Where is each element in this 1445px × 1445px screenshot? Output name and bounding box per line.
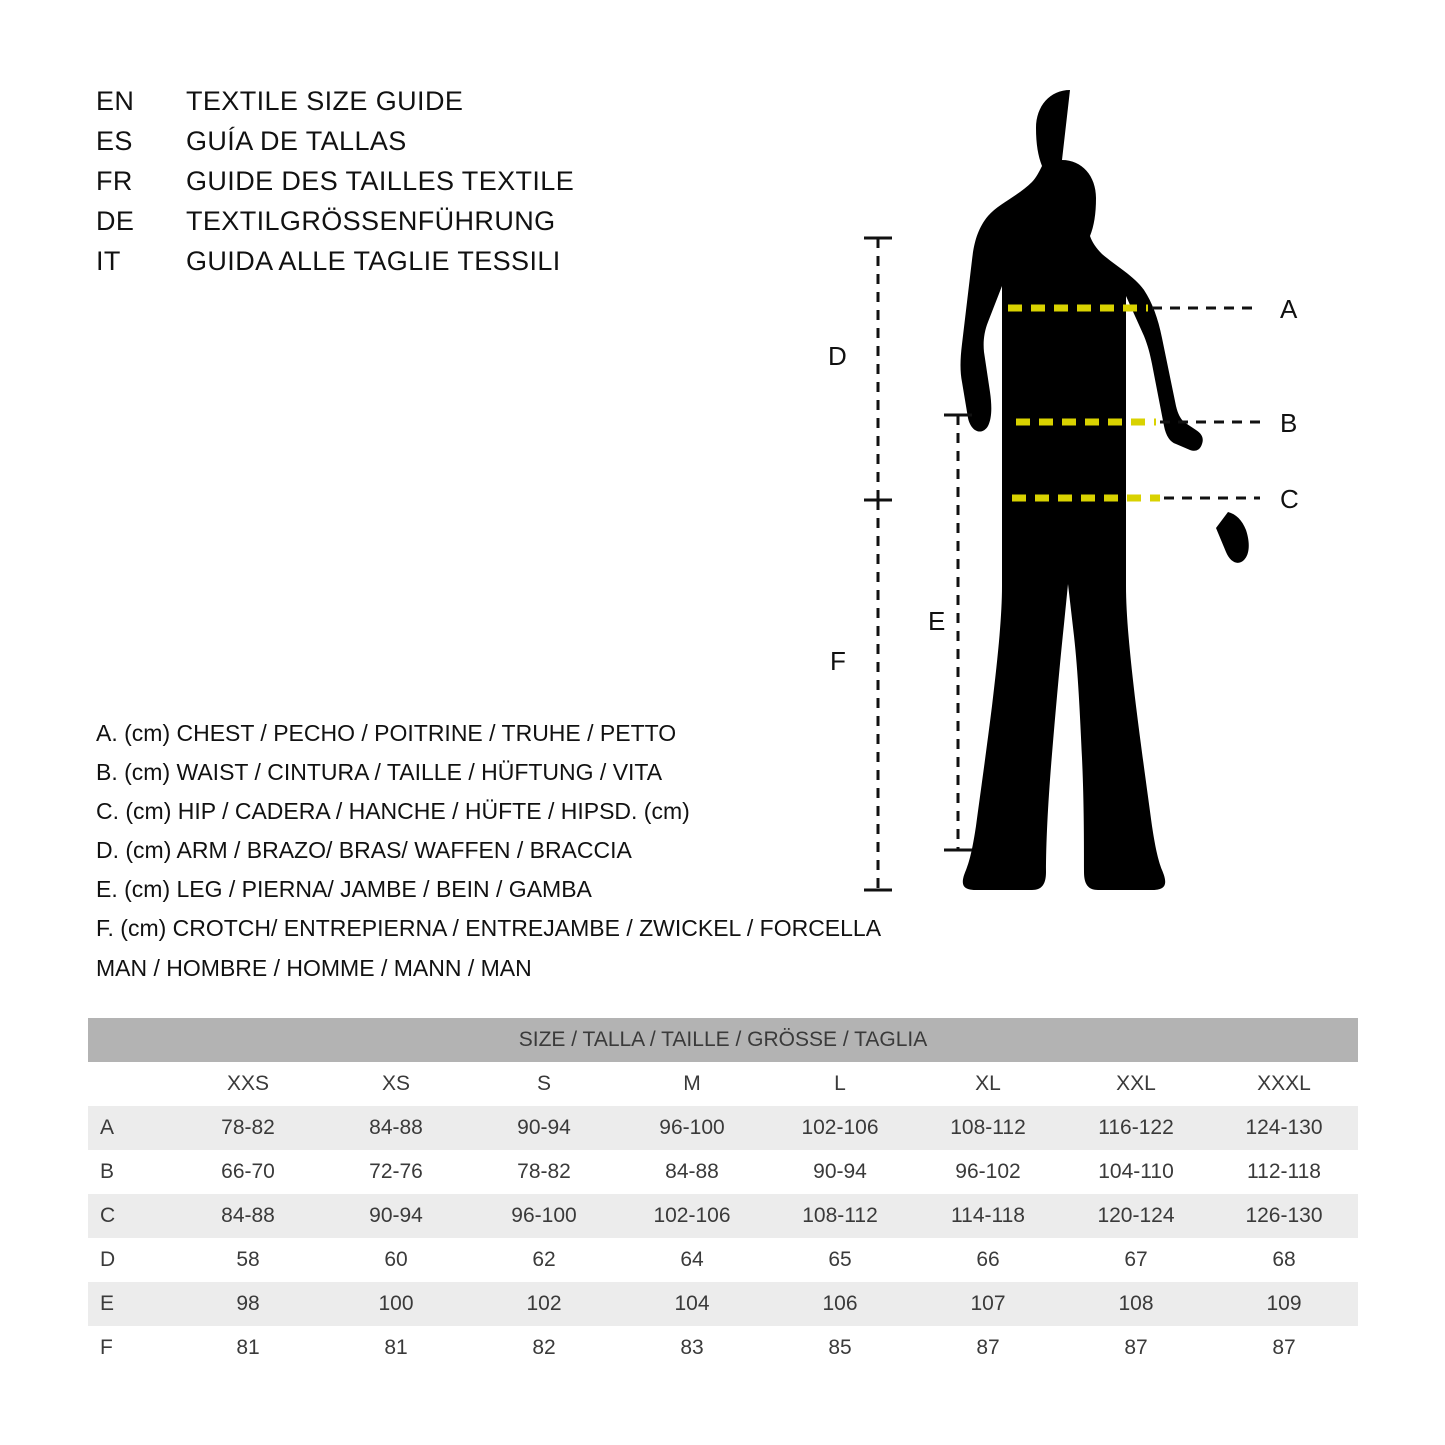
label-c: C [1280, 484, 1299, 514]
cell-d-xxs: 58 [174, 1238, 322, 1282]
cell-a-l: 102-106 [766, 1106, 914, 1150]
legend-item-b: B. (cm) WAIST / CINTURA / TAILLE / HÜFTUNG / VITA [96, 759, 663, 785]
size-row-corner [88, 1062, 174, 1106]
table-size-row [88, 1062, 1358, 1106]
legend-item-e: E. (cm) LEG / PIERNA/ JAMBE / BEIN / GAMBA [96, 876, 592, 902]
size-col-xxxl: XXXL [1210, 1062, 1358, 1106]
cell-a-m: 96-100 [618, 1106, 766, 1150]
cell-e-m: 104 [618, 1282, 766, 1326]
cell-e-xs: 100 [322, 1282, 470, 1326]
label-e: E [928, 606, 946, 636]
cell-e-xxs: 98 [174, 1282, 322, 1326]
body-measurement-diagram [820, 60, 1400, 960]
row-key-b: B [88, 1150, 174, 1194]
legend-item-f: F. (cm) CROTCH/ ENTREPIERNA / ENTREJAMBE / ZWICKEL / FORCELLA [96, 915, 882, 941]
title-lang-en: EN [96, 86, 135, 116]
label-f: F [830, 646, 846, 676]
cell-c-m: 102-106 [618, 1194, 766, 1238]
table-header-label: SIZE / TALLA / TAILLE / GRÖSSE / TAGLIA [88, 1018, 1358, 1062]
gender-label: MAN / HOMBRE / HOMME / MANN / MAN [96, 955, 532, 981]
cell-a-xxxl: 124-130 [1210, 1106, 1358, 1150]
cell-b-xl: 96-102 [914, 1150, 1062, 1194]
table-row [88, 1326, 1358, 1370]
title-row-de [96, 208, 716, 235]
cell-b-xs: 72-76 [322, 1150, 470, 1194]
cell-e-s: 102 [470, 1282, 618, 1326]
cell-a-s: 90-94 [470, 1106, 618, 1150]
cell-e-xxl: 108 [1062, 1282, 1210, 1326]
table-row [88, 1282, 1358, 1326]
size-table-wrapper [88, 1018, 1358, 1370]
cell-f-l: 85 [766, 1326, 914, 1370]
cell-f-xxxl: 87 [1210, 1326, 1358, 1370]
row-key-f: F [88, 1326, 174, 1370]
title-row-en [96, 88, 716, 115]
cell-d-xl: 66 [914, 1238, 1062, 1282]
title-row-fr [96, 168, 716, 195]
cell-d-m: 64 [618, 1238, 766, 1282]
table-header-row [88, 1018, 1358, 1062]
cell-b-xxl: 104-110 [1062, 1150, 1210, 1194]
cell-e-xxxl: 109 [1210, 1282, 1358, 1326]
cell-b-m: 84-88 [618, 1150, 766, 1194]
cell-d-xs: 60 [322, 1238, 470, 1282]
cell-f-xl: 87 [914, 1326, 1062, 1370]
label-b: B [1280, 408, 1298, 438]
title-lang-it: IT [96, 246, 121, 276]
title-row-es [96, 128, 716, 155]
cell-b-xxxl: 112-118 [1210, 1150, 1358, 1194]
man-silhouette-icon [961, 90, 1249, 890]
cell-e-l: 106 [766, 1282, 914, 1326]
title-text-es: GUÍA DE TALLAS [186, 126, 407, 156]
legend-item-c: C. (cm) HIP / CADERA / HANCHE / HÜFTE / HIPSD. (cm) [96, 798, 690, 824]
label-a: A [1280, 294, 1298, 324]
legend-block [96, 722, 896, 956]
row-key-a: A [88, 1106, 174, 1150]
row-key-e: E [88, 1282, 174, 1326]
size-col-xxl: XXL [1062, 1062, 1210, 1106]
title-lang-es: ES [96, 126, 133, 156]
cell-a-xxl: 116-122 [1062, 1106, 1210, 1150]
table-row [88, 1238, 1358, 1282]
cell-c-xs: 90-94 [322, 1194, 470, 1238]
cell-d-l: 65 [766, 1238, 914, 1282]
title-text-en: TEXTILE SIZE GUIDE [186, 86, 464, 116]
cell-b-xxs: 66-70 [174, 1150, 322, 1194]
legend-item-d: D. (cm) ARM / BRAZO/ BRAS/ WAFFEN / BRACCIA [96, 837, 632, 863]
size-col-s: S [470, 1062, 618, 1106]
title-block [96, 88, 716, 288]
cell-b-l: 90-94 [766, 1150, 914, 1194]
size-col-l: L [766, 1062, 914, 1106]
title-text-de: TEXTILGRÖSSENFÜHRUNG [186, 206, 556, 236]
cell-b-s: 78-82 [470, 1150, 618, 1194]
cell-d-s: 62 [470, 1238, 618, 1282]
size-col-xl: XL [914, 1062, 1062, 1106]
cell-e-xl: 107 [914, 1282, 1062, 1326]
cell-c-xxs: 84-88 [174, 1194, 322, 1238]
row-key-d: D [88, 1238, 174, 1282]
cell-f-xxl: 87 [1062, 1326, 1210, 1370]
cell-d-xxl: 67 [1062, 1238, 1210, 1282]
title-text-it: GUIDA ALLE TAGLIE TESSILI [186, 246, 561, 276]
legend-item-a: A. (cm) CHEST / PECHO / POITRINE / TRUHE / PETTO [96, 720, 677, 746]
cell-f-xxs: 81 [174, 1326, 322, 1370]
title-row-it [96, 248, 716, 275]
title-text-fr: GUIDE DES TAILLES TEXTILE [186, 166, 575, 196]
cell-c-l: 108-112 [766, 1194, 914, 1238]
title-lang-de: DE [96, 206, 135, 236]
cell-d-xxxl: 68 [1210, 1238, 1358, 1282]
size-col-m: M [618, 1062, 766, 1106]
cell-c-s: 96-100 [470, 1194, 618, 1238]
cell-a-xl: 108-112 [914, 1106, 1062, 1150]
title-lang-fr: FR [96, 166, 133, 196]
row-key-c: C [88, 1194, 174, 1238]
cell-f-xs: 81 [322, 1326, 470, 1370]
table-row [88, 1150, 1358, 1194]
size-col-xs: XS [322, 1062, 470, 1106]
cell-c-xxl: 120-124 [1062, 1194, 1210, 1238]
cell-f-s: 82 [470, 1326, 618, 1370]
table-row [88, 1194, 1358, 1238]
cell-f-m: 83 [618, 1326, 766, 1370]
size-col-xxs: XXS [174, 1062, 322, 1106]
table-row [88, 1106, 1358, 1150]
size-table [88, 1018, 1358, 1370]
cell-a-xxs: 78-82 [174, 1106, 322, 1150]
label-d: D [828, 341, 847, 371]
cell-c-xxxl: 126-130 [1210, 1194, 1358, 1238]
cell-a-xs: 84-88 [322, 1106, 470, 1150]
cell-c-xl: 114-118 [914, 1194, 1062, 1238]
